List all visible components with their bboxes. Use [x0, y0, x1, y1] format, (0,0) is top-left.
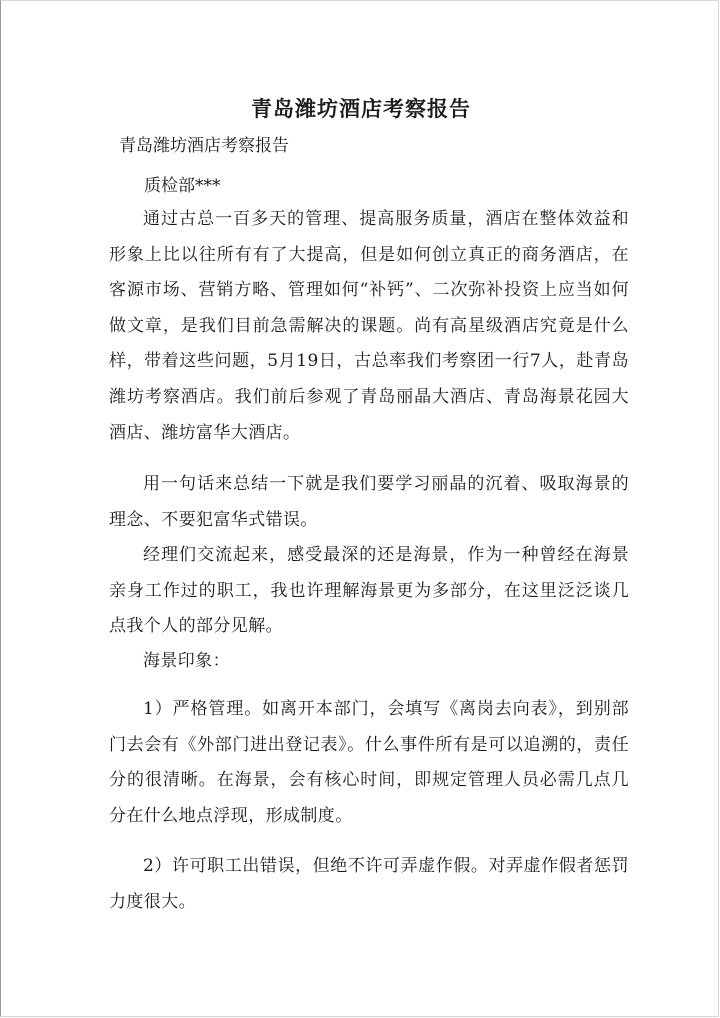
section-heading: 海景印象： — [143, 651, 230, 671]
author-line: 质检部*** — [144, 176, 221, 196]
paragraph: 2）许可职工出错误，但绝不许可弄虚作假。对弄虚作假者惩罚力度很大。 — [109, 856, 629, 912]
paragraph: 经理们交流起来，感受最深的还是海景，作为一种曾经在海景亲身工作过的职工，我也许理解海景更为多部分，在这里泛泛谈几点我个人的部分见解。 — [109, 545, 629, 637]
paragraph: 1）严格管理。如离开本部门，会填写《离岗去向表》，到别部门去会有《外部门进出登记表》。什么事件所有是可以追溯的，责任分的很清晰。在海景，会有核心时间，即规定管理人员必需几点几分在什么地点浮现，形成制度。 — [109, 699, 629, 826]
paragraph: 用一句话来总结一下就是我们要学习丽晶的沉着、吸取海景的理念、不要犯富华式错误。 — [109, 474, 629, 530]
paragraph: 通过古总一百多天的管理、提高服务质量，酒店在整体效益和形象上比以往所有有了大提高，但是如何创立真正的商务酒店，在客源市场、营销方略、管理如何“补钙”、二次弥补投资上应当如何做文章，是我们目前急需解决的课题。尚有高星级酒店究竟是什么样，带着这些问题，5月19日，古总率我们考察团一行7人，赴青岛潍坊考察酒店。我们前后参观了青岛丽晶大酒店、青岛海景花园大酒店、潍坊富华大酒店。 — [109, 209, 629, 443]
document-title: 青岛潍坊酒店考察报告 — [251, 96, 471, 121]
document-subtitle: 青岛潍坊酒店考察报告 — [119, 136, 289, 156]
